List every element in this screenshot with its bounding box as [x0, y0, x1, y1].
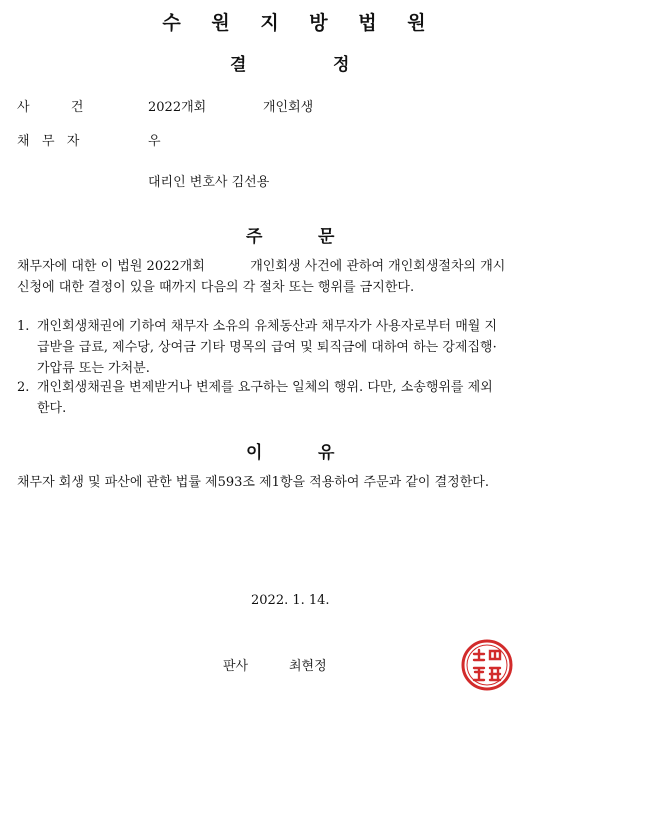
list-item [17, 377, 557, 419]
court-seal-icon [460, 638, 514, 692]
reason-heading-right: 유 [318, 443, 335, 463]
case-type: 개인회생 [263, 100, 314, 115]
list-item-line: 가압류 또는 가처분. [37, 361, 150, 376]
list-item-line: 개인회생채권을 변제받거나 변제를 요구하는 일체의 행위. 다만, 소송행위를 제외 [37, 380, 493, 395]
list-item-line: 한다. [37, 401, 67, 416]
order-text-line-1: 채무자에 대한 이 법원 2022개회 개인회생 사건에 관하여 개인회생절차의 개시 [17, 259, 506, 274]
order-heading-left: 주 [246, 227, 263, 247]
list-item [17, 316, 557, 379]
case-label: 사 건 [17, 100, 84, 115]
reason-heading-left: 이 [246, 443, 263, 463]
list-item-number: 1. [17, 319, 30, 334]
court-name: 수 원 지 방 법 원 [162, 12, 438, 34]
debtor-label: 채 무 자 [17, 134, 80, 149]
judge-name: 최현정 [289, 659, 327, 674]
list-item-number: 2. [17, 380, 30, 395]
order-heading-right: 문 [318, 227, 335, 247]
order-text-line-2: 신청에 대한 결정이 있을 때까지 다음의 각 절차 또는 행위를 금지한다. [17, 280, 415, 295]
doc-title-right: 정 [333, 55, 350, 75]
list-item-line: 개인회생채권에 기하여 채무자 소유의 유체동산과 채무자가 사용자로부터 매월 지 [37, 319, 498, 334]
agent-lawyer: 대리인 변호사 김선용 [148, 175, 270, 190]
list-item-line: 급받을 급료, 제수당, 상여금 기타 명목의 급여 및 퇴직금에 대하여 하는 강제집행· [37, 340, 497, 355]
case-number: 2022개회 [148, 100, 207, 115]
judge-title: 판사 [223, 659, 249, 674]
reason-text: 채무자 회생 및 파산에 관한 법률 제593조 제1항을 적용하여 주문과 같이 결정한다. [17, 475, 489, 490]
doc-title-left: 결 [230, 55, 247, 75]
decision-date: 2022. 1. 14. [251, 593, 330, 608]
debtor-name: 우 [148, 134, 161, 149]
